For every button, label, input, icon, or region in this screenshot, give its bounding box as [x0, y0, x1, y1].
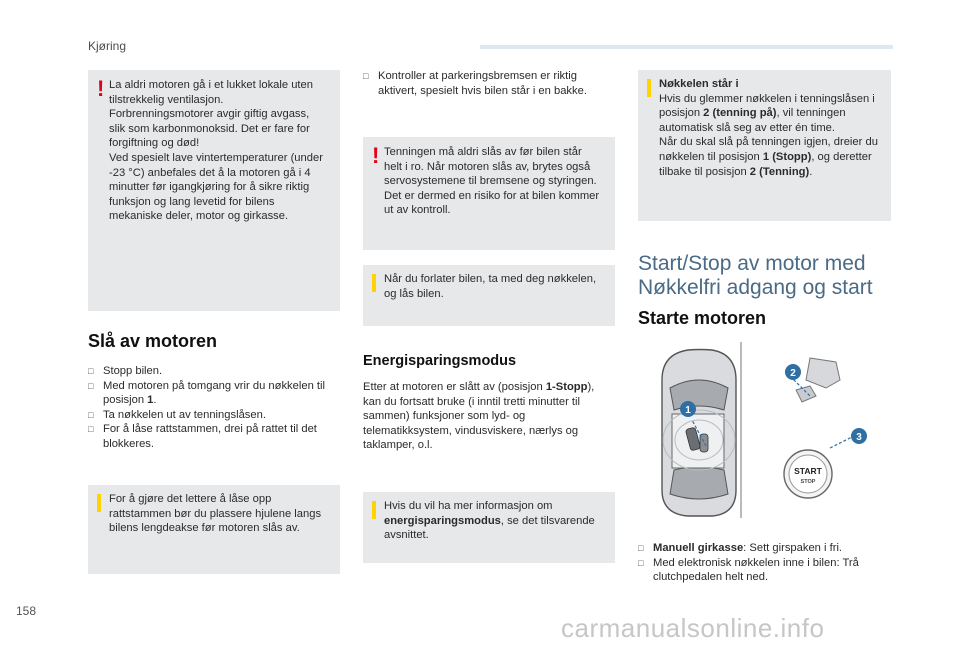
callout-line-3	[830, 436, 854, 448]
list-item: □ Med motoren på tomgang vrir du nøkkelen til posisjon 1.	[88, 379, 340, 408]
info-text: For å gjøre det lettere å låse opp rattstammen bør du plassere hjulene langs bilens lengdeakse før motoren slås av.	[109, 493, 322, 535]
info-text-part: , vil tenningen automatisk slå seg av etter én time.	[659, 107, 846, 134]
page-number: 158	[16, 604, 37, 618]
info-box-energy-saving	[363, 492, 615, 563]
info-box-take-key	[363, 265, 615, 326]
big-title-line-2: Nøkkelfri adgang og start	[638, 276, 873, 299]
warning-text: La aldri motoren gå i et lukket lokale uten tilstrekkelig ventilasjon. Forbrenningsmotorer avgir giftig avgass, slik som karbonmonoksid. Det er fare for forgiftning og død! Ved spesielt lave vintertemperaturer (under -23 °C) anbefales det å la motoren gå i 4 minutter før igangkjøring for å sikre riktig funksjon og lang levetid for bilens mekaniske deler, motor og girkasse.	[109, 79, 323, 223]
info-text-part: Hvis du vil ha mer informasjon om	[384, 500, 553, 512]
start-engine-steps	[638, 541, 888, 585]
header-rule	[480, 45, 893, 49]
callout-2	[785, 364, 801, 380]
info-text-bold: energisparingsmodus	[384, 514, 501, 527]
info-text-bold: 2 (Tenning)	[749, 165, 810, 178]
info-text	[659, 77, 883, 179]
engine-off-steps	[88, 364, 340, 452]
warning-box-ignition	[363, 137, 615, 250]
info-box-key-left-in	[638, 70, 891, 221]
list-item	[638, 541, 888, 556]
info-icon	[372, 501, 376, 519]
warning-icon: !	[372, 143, 380, 168]
foot-pedal-icon	[796, 358, 840, 402]
callout-label: 1	[685, 405, 691, 416]
info-text-part: .	[809, 165, 813, 178]
list-item: □ Ta nøkkelen ut av tenningslåsen.	[88, 408, 340, 423]
list-item: □ Kontroller at parkeringsbremsen er riktig aktivert, spesielt hvis bilen står i en bakke.	[363, 69, 613, 98]
big-title	[638, 252, 873, 300]
callout-1	[680, 401, 696, 417]
warning-box-ventilation	[88, 70, 340, 311]
info-icon	[647, 79, 651, 97]
info-text-part: Når du skal slå på tenningen igjen, dreier du nøkkelen til posisjon	[659, 136, 878, 163]
section-title-start-engine: Starte motoren	[638, 308, 767, 328]
info-title: Nøkkelen står i	[659, 78, 739, 90]
subsection-title-energy-saving: Energisparingsmodus	[363, 353, 517, 369]
info-text: Når du forlater bilen, ta med deg nøkkelen, og lås bilen.	[384, 273, 597, 300]
info-text-part: , og deretter tilbake til posisjon	[659, 150, 872, 178]
warning-icon: !	[97, 76, 105, 101]
info-box-steering-lock	[88, 485, 340, 574]
start-label: START	[794, 466, 822, 476]
callout-label: 3	[856, 432, 862, 443]
callout-label: 2	[790, 368, 796, 379]
big-title-line-1: Start/Stop av motor med	[638, 252, 866, 275]
list-item: □ Stopp bilen.	[88, 364, 340, 379]
info-icon	[97, 494, 101, 512]
stop-label: STOP	[800, 479, 816, 485]
info-text-bold: 2 (tenning på)	[703, 107, 777, 120]
chapter-header: Kjøring	[88, 39, 127, 53]
car-top-view-icon	[662, 350, 736, 517]
info-text-part: Hvis du glemmer nøkkelen i tenningslåsen i posisjon	[659, 92, 875, 120]
info-text-bold: 1 (Stopp)	[762, 150, 812, 163]
list-item-bold: Manuell girkasse	[653, 542, 744, 554]
car-start-illustration	[640, 340, 880, 522]
energy-saving-paragraph	[363, 380, 613, 453]
info-text-part: , se det tilsvarende avsnittet.	[384, 514, 595, 542]
list-item-text: : Sett girspaken i fri.	[743, 542, 843, 554]
callout-3	[851, 428, 867, 444]
parking-brake-note	[363, 69, 613, 98]
info-icon	[372, 274, 376, 292]
paragraph-text: Etter at motoren er slått av (posisjon	[363, 381, 546, 393]
start-stop-button-icon	[784, 450, 832, 498]
section-title-engine-off: Slå av motoren	[88, 331, 218, 351]
watermark: carmanualsonline.info	[561, 613, 825, 643]
paragraph-text: ), kan du fortsatt bruke (i inntil tretti minutter til sammen) funksjoner som lyd- og telematikksystem, vindusviskere, nærlys og taklamper, o.l.	[363, 381, 595, 452]
list-item: □ For å låse rattstammen, drei på rattet til det blokkeres.	[88, 422, 340, 451]
info-text	[384, 499, 606, 543]
warning-text: Tenningen må aldri slås av før bilen står helt i ro. Når motoren slås av, brytes også servosystemene til bremsene og styringen. Det er dermed en risiko for at bilen kommer ut av kontroll.	[384, 146, 600, 217]
list-item: □ Med elektronisk nøkkelen inne i bilen: Trå clutchpedalen helt ned.	[638, 556, 888, 585]
position-label: 1-Stopp	[545, 381, 588, 393]
